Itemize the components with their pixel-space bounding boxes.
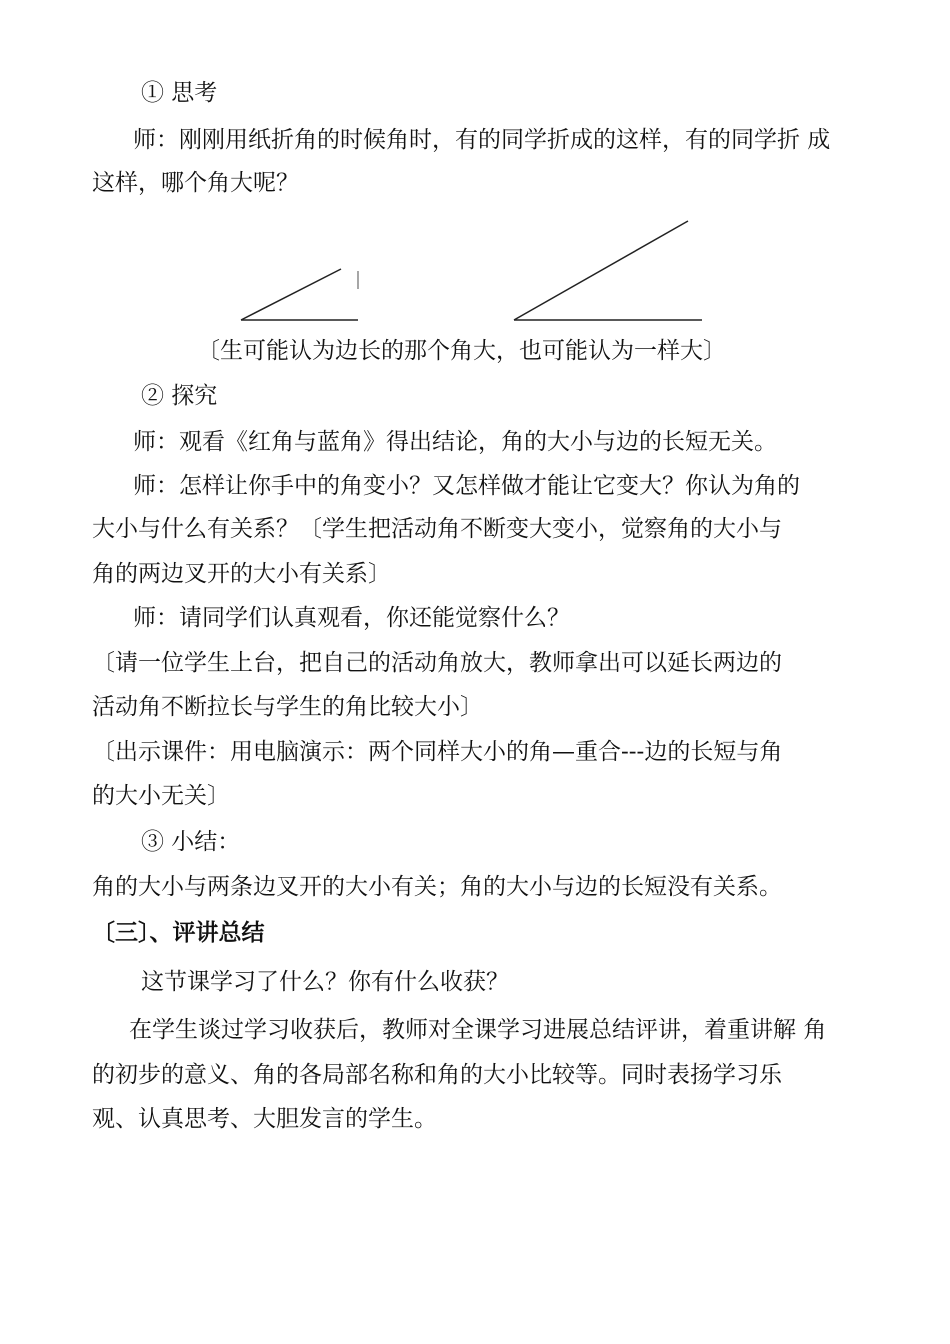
paragraph-line: 师：请同学们认真观看，你还能觉察什么？: [133, 605, 570, 631]
paragraph-line: 大小与什么有关系？〔学生把活动角不断变大变小，觉察角的大小与: [92, 516, 782, 542]
small-angle-side-line: [241, 269, 341, 320]
paragraph-line: 师：怎样让你手中的角变小？又怎样做才能让它变大？你认为角的: [133, 473, 800, 499]
paragraph-line: 的大小无关〕: [92, 783, 230, 809]
paragraph-line: 师：刚刚用纸折角的时候角时，有的同学折成的这样，有的同学折 成: [133, 127, 831, 153]
paragraph-line: 〔出示课件：用电脑演示：两个同样大小的角—重合---边的长短与角: [92, 739, 783, 765]
heading-explore: ② 探究: [141, 383, 218, 409]
paragraph-line: 角的两边叉开的大小有关系〕: [92, 561, 391, 587]
large-angle-side-line: [514, 221, 688, 320]
heading-think: ① 思考: [141, 80, 218, 106]
paragraph-line: 活动角不断拉长与学生的角比较大小〕: [92, 694, 483, 720]
paragraph-line: 师：观看《红角与蓝角》得出结论，角的大小与边的长短无关。: [133, 429, 777, 455]
two-angles-figure: [0, 0, 950, 340]
paragraph-line: 这样，哪个角大呢？: [92, 170, 299, 196]
paragraph-line: 〔生可能认为边长的那个角大，也可能认为一样大〕: [197, 338, 726, 364]
section-heading: 〔三〕、评讲总结: [92, 920, 265, 946]
paragraph-line: 角的大小与两条边叉开的大小有关；角的大小与边的长短没有关系。: [92, 874, 782, 900]
paragraph-line: 这节课学习了什么？你有什么收获？: [141, 969, 509, 995]
paragraph-line: 在学生谈过学习收获后，教师对全课学习进展总结评讲，着重讲解 角: [129, 1017, 827, 1043]
heading-summary: ③ 小结：: [141, 829, 241, 855]
paragraph-line: 〔请一位学生上台，把自己的活动角放大，教师拿出可以延长两边的: [92, 650, 782, 676]
paragraph-line: 的初步的意义、角的各局部名称和角的大小比较等。同时表扬学习乐: [92, 1062, 782, 1088]
paragraph-line: 观、认真思考、大胆发言的学生。: [92, 1106, 437, 1132]
